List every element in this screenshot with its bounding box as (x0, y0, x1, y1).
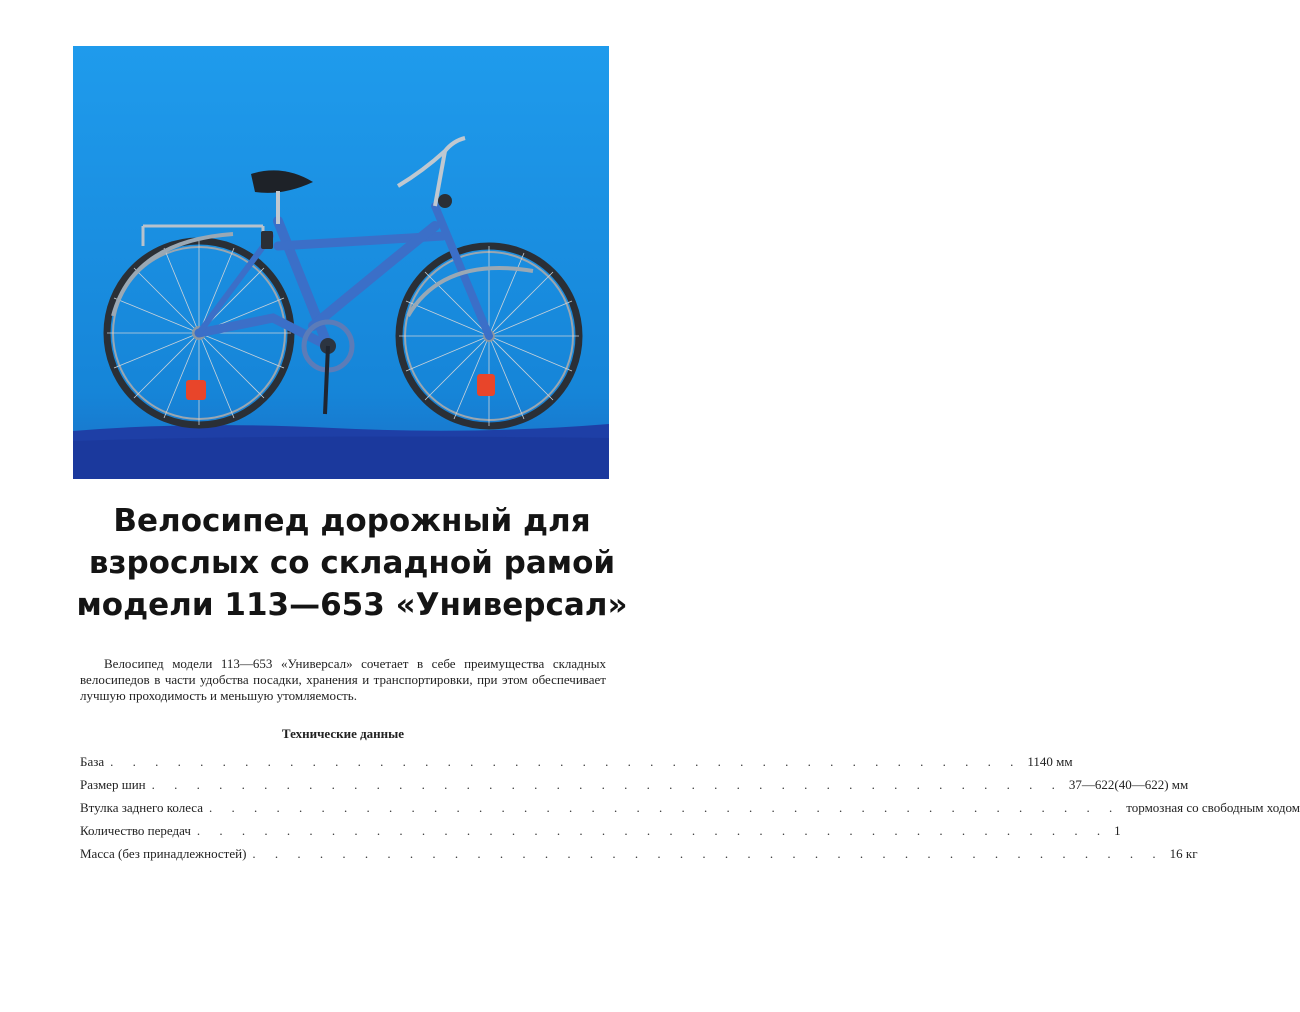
specs-heading: Технические данные (281, 726, 405, 741)
spec-value: 1140 мм (1027, 754, 1073, 769)
spec-row (80, 800, 1300, 823)
specs-table (80, 754, 1300, 869)
leader-dots: . . . . . . . . . . . . . . . . . . . . . . . . . . . . . . . . . . . . . . . . . (151, 777, 1063, 792)
spec-label: Количество передач (80, 823, 191, 838)
leader-dots: . . . . . . . . . . . . . . . . . . . . . . . . . . . . . . . . . . . . . . . . . (252, 846, 1164, 861)
leader-dots: . . . . . . . . . . . . . . . . . . . . . . . . . . . . . . . . . . . . . . . . . (110, 754, 1022, 769)
spec-row (80, 754, 1073, 777)
rear-reflector (186, 380, 206, 400)
spec-value: 1 (1114, 823, 1121, 838)
spec-label: Втулка заднего колеса (80, 800, 204, 815)
spec-label: Масса (без принадлежностей) (80, 846, 247, 861)
spec-row (80, 777, 1189, 800)
spec-value: тормозная со свободным ходом (1126, 800, 1300, 815)
page-title (40, 500, 664, 626)
leader-dots: . . . . . . . . . . . . . . . . . . . . . . . . . . . . . . . . . . . . . . . . . (196, 823, 1109, 838)
intro-paragraph: Велосипед модели 113—653 «Универсал» сочетает в себе преимущества складных велосипедов в части удобства посадки, хранения и транспортировки, при этом обеспечивает лучшую проходимость и меньшую утомляемость. (80, 656, 606, 703)
spec-value: 16 кг (1169, 846, 1198, 861)
title-line: Велосипед дорожный для (113, 503, 591, 539)
title-line: взрослых со складной рамой (88, 545, 616, 581)
leader-dots: . . . . . . . . . . . . . . . . . . . . . . . . . . . . . . . . . . . . . . . . . (209, 800, 1121, 815)
spec-row (80, 846, 1198, 869)
title-line: модели 113—653 «Универсал» (76, 587, 628, 623)
spec-label: Размер шин (80, 777, 146, 792)
spec-label: База (80, 754, 105, 769)
bicycle-photo (73, 46, 609, 479)
spec-value: 37—622(40—622) мм (1068, 777, 1189, 792)
front-reflector (477, 374, 495, 396)
spec-row (80, 823, 1121, 846)
